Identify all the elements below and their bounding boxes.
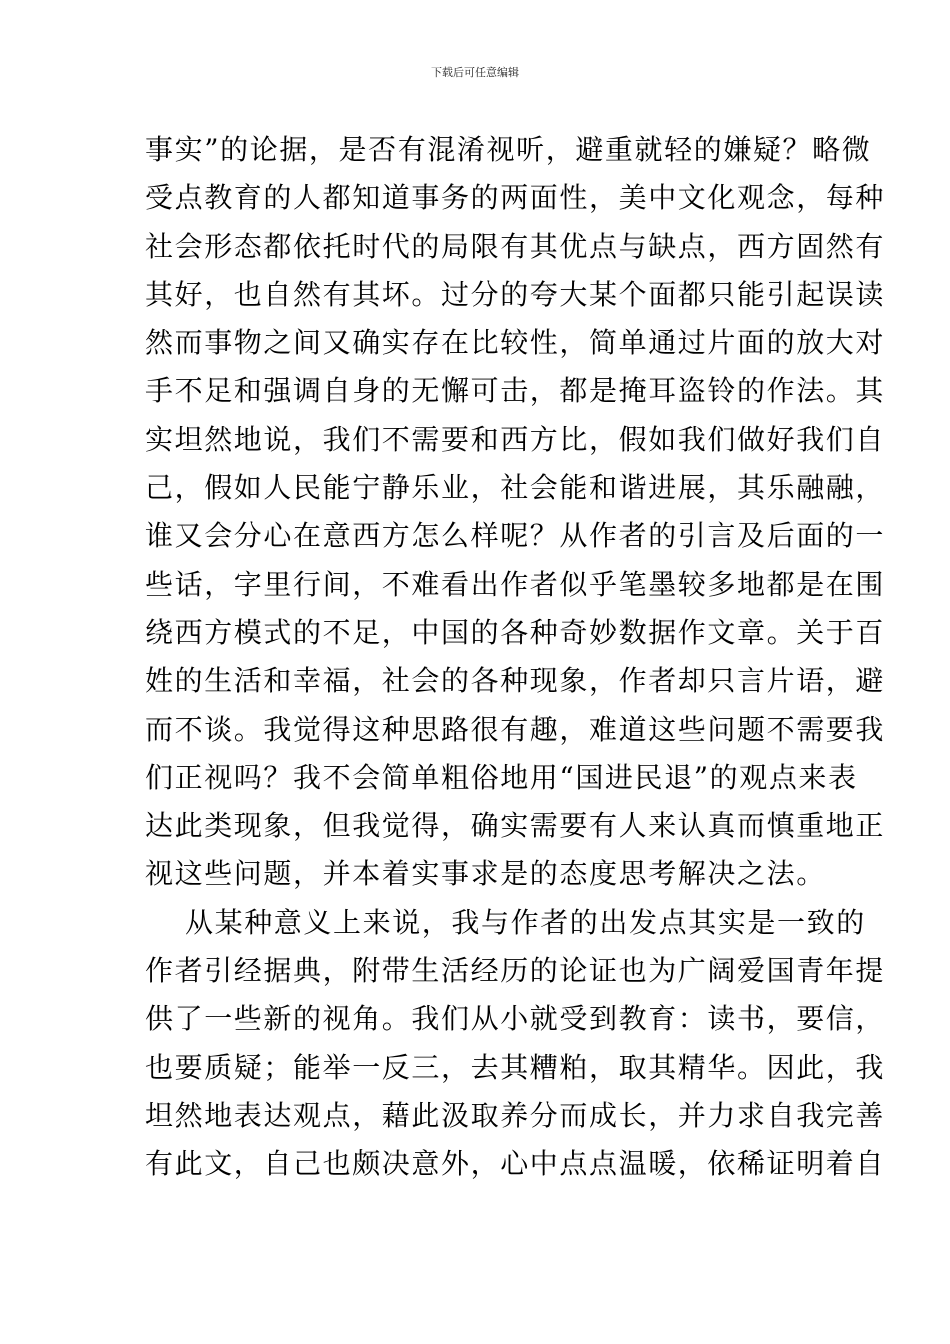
text-line: 坦然地表达观点，藉此汲取养分而成长，并力求自我完善 <box>145 1098 886 1132</box>
text-line: 供了一些新的视角。我们从小就受到教育：读书，要信， <box>145 1002 886 1036</box>
text-line: 而不谈。我觉得这种思路很有趣，难道这些问题不需要我 <box>145 712 886 746</box>
text-line: 些话，字里行间，不难看出作者似乎笔墨较多地都是在围 <box>145 567 886 601</box>
text-line: 然而事物之间又确实存在比较性，简单通过片面的放大对 <box>145 326 886 360</box>
text-line: 社会形态都依托时代的局限有其优点与缺点，西方固然有 <box>145 229 886 263</box>
text-line: 谁又会分心在意西方怎么样呢？从作者的引言及后面的一 <box>145 519 886 553</box>
text-line: 作者引经据典，附带生活经历的论证也为广阔爱国青年提 <box>145 954 886 988</box>
body-text <box>145 126 886 1189</box>
text-line: 事实”的论据，是否有混淆视听，避重就轻的嫌疑？略微 <box>145 133 872 166</box>
text-line: 己，假如人民能宁静乐业，社会能和谐进展，其乐融融， <box>145 471 886 505</box>
text-line: 手不足和强调自身的无懈可击，都是掩耳盗铃的作法。其 <box>145 374 886 408</box>
text-line: 达此类现象，但我觉得，确实需要有人来认真而慎重地正 <box>145 809 886 843</box>
text-line: 其好，也自然有其坏。过分的夸大某个面都只能引起误读 <box>145 277 886 311</box>
text-line: 有此文，自己也颇决意外，心中点点温暖，依稀证明着自 <box>145 1147 886 1181</box>
text-line: 视这些问题，并本着实事求是的态度思考解决之法。 <box>145 857 826 891</box>
text-line: 绕西方模式的不足，中国的各种奇妙数据作文章。关于百 <box>145 615 886 649</box>
page-header: 下载后可任意编辑 <box>431 66 519 79</box>
text-line: 们正视吗？我不会简单粗俗地用“国进民退”的观点来表 <box>145 760 858 794</box>
text-line: 也要质疑；能举一反三，去其糟粕，取其精华。因此，我 <box>145 1050 886 1084</box>
paragraph-start-line: 从某种意义上来说，我与作者的出发点其实是一致的 <box>185 905 866 939</box>
text-line: 受点教育的人都知道事务的两面性，美中文化观念，每种 <box>145 181 886 215</box>
text-line: 实坦然地说，我们不需要和西方比，假如我们做好我们自 <box>145 422 886 456</box>
text-line: 姓的生活和幸福，社会的各种现象，作者却只言片语，避 <box>145 664 886 698</box>
